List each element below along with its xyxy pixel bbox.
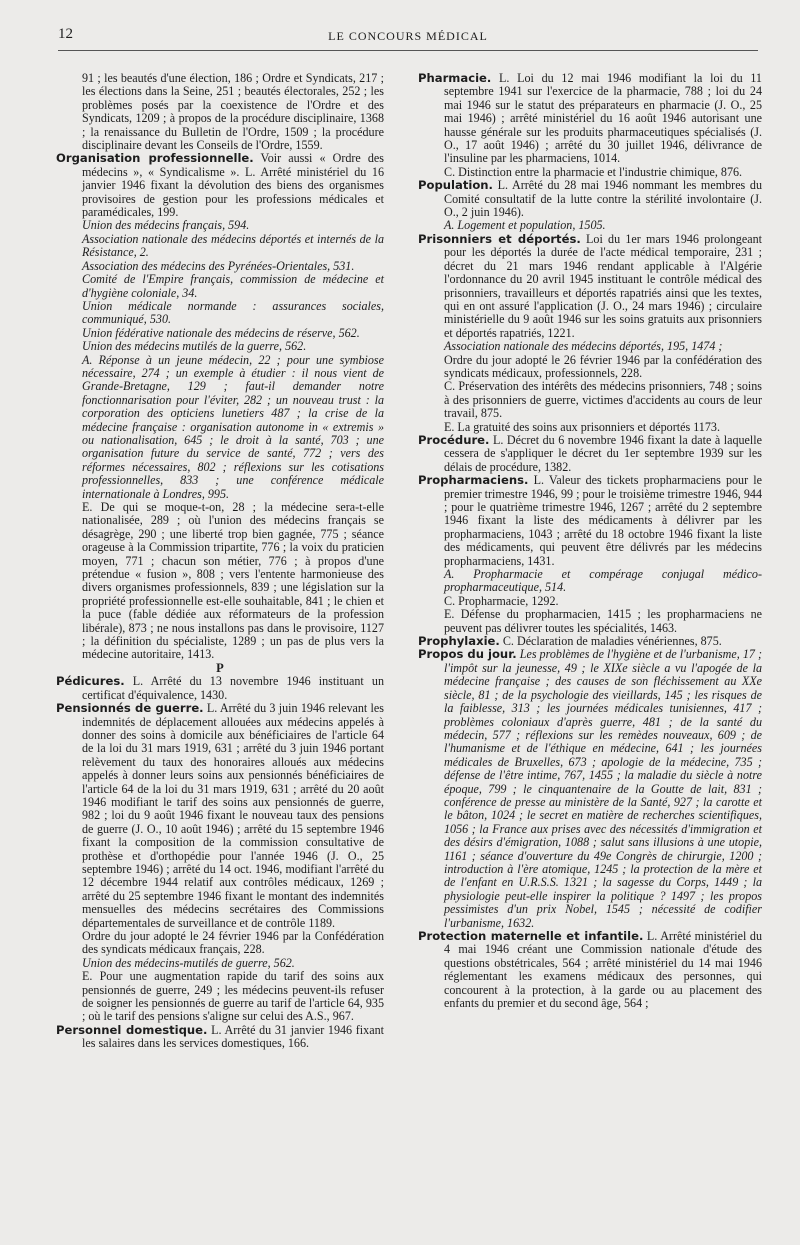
sub-item: Union des médecins-mutilés de guerre, 562. [82,955,295,970]
sub-item: Comité de l'Empire français, commission de médecine et d'hygiène coloniale, 34. [82,272,384,300]
sub-item: Association nationale des médecins déportés, 195, 1474 ; [444,339,723,354]
entry-personnel-domestique [56,1024,384,1051]
entry-pharmacie [418,72,762,166]
entry-text: L. Arrêté ministériel du 4 mai 1946 créant une Commission nationale d'étude des questions obstétricales, 564 ; arrêté ministériel du 14 mai 1946 réglementant les examens médicaux des personnes, qui concourent à la protection, à la garde ou au placement des enfants du premier et du second âge, 564 ; [444,929,762,1011]
sub-item: A. Logement et population, 1505. [444,218,606,233]
sub-item-echos: E. Pour une augmentation rapide du tarif des soins aux pensionnés de guerre, 249 ; les médecins peuvent-ils refuser de soigner les pensionnés de guerre au tarif de l'article 64, 935 ; où le tarif des pensions s'aligne sur celui des A.S., 967. [82,969,384,1024]
left-column [56,72,384,1051]
entry-population [418,179,762,219]
sub-item-echos: E. De qui se moque-t-on, 28 ; la médecine sera-t-elle nationalisée, 289 ; où l'union des médecins français se désagrège, 290 ; une liberté trop bien gagnée, 775 ; séance orageuse à la Commission tripartite, 776 ; la voix du praticien moyen, 771 ; chacun son métier, 776 ; à propos d'une prétendue « fusion », 808 ; vers l'entente harmonieuse des divers organismes professionnels, 839 ; une législation sur la propriété professionnelle est-elle souhaitable, 841 ; le chien et la puce (fable dédiée aux réformateurs de la profession libérale), 873 ; ne nous installons pas dans le provisoire, 1127 ; la définition du spécialiste, 1289 ; un pas de plus vers la médecine autoritaire, 1413. [82,500,384,662]
sub-item: Union des médecins français, 594. [82,218,250,233]
sub-item-articles: A. Réponse à un jeune médecin, 22 ; pour une symbiose nécessaire, 274 ; un exemple à étudier : il nous vient de Grande-Bretagne, 129 ; faut-il demander notre fonctionnarisation pour l'éviter, 282 ; un nouveau trust : la corporation des opticiens lunetiers 487 ; la crise de la médecine française : organisation autonome in « extremis » ou nationalisation, 645 ; le droit à la santé, 703 ; une organisation future du service de santé, 772 ; vers des réformes nécessaires, 802 ; réflexions sur les cotisations professionnelles, 833 ; une conférence médicale internationale à Londres, 995. [82,352,384,501]
entry-term: Prophylaxie. [418,634,500,649]
entry-text: L. Arrêté du 3 juin 1946 relevant les indemnités de déplacement allouées aux médecins appelés à donner des soins à domicile aux bénéficiaires de l'article 64 de la loi du 31 mars 1919, 631 ; arrêté du 3 juin 1946 portant relèvement du taux des honoraires alloués aux médecins appelés à donner leurs soins aux pensionnés bénéficiaires de l'article 64 de la loi du 31 mars 1919, 631 ; arrêté du 20 août 1946 modifiant le tarif des soins aux pensionnés de guerre, 982 ; loi du 9 août 1946 fixant le nouveau taux des pensions de guerre (J. O., 10 août 1946) ; arrêté du 15 septembre 1946 fixant la composition de la commission consultative de prothèse et d'orthopédie pour l'année 1946 (J. O., 25 septembre 1946) ; arrêté du 14 oct. 1946, modifiant l'arrêté du 12 décembre 1944 relatif aux contrôles médicaux, 1269 ; arrêté du 25 septembre 1946 fixant le montant des indemnités mensuelles des médecins secrétaires des Commissions départementales de surveillance et de contrôle 1189. [82,701,384,930]
sub-item: Ordre du jour adopté le 24 février 1946 par la Confédération des syndicats médicaux français, 228. [82,929,384,957]
entry-text: Loi du 1er mars 1946 prolongeant pour les déportés la durée de l'acte médical temporaire, 231 ; décret du 21 mars 1946 rendant applicable à l'Algérie l'ordonnance du 20 avril 1945 instituant le contrôle médical des prisonniers, travailleurs et déportés rapatriés ainsi que les textes, qui en ont assuré l'application (J. O., 24 mars 1946) ; circulaire ministérielle du 9 août 1946 sur les soins gratuits aux prisonniers et déportés rapatriés, 1221. [444,231,762,340]
entry-prophylaxie [418,635,762,648]
journal-title: LE CONCOURS MÉDICAL [328,29,488,43]
entry-text: L. Décret du 6 novembre 1946 fixant la date à laquelle cessera de s'appliquer le décret du 1er septembre 1939 sur les délais de procédure, 1382. [444,432,762,474]
sub-item: C. Préservation des intérêts des médecins prisonniers, 748 ; soins à des prisonniers de guerre, victimes d'accidents au cours de leur travail, 875. [444,379,762,421]
entry-pensionnes-de-guerre [56,702,384,930]
entry-term: Pédicures. [56,674,125,689]
entry-term: Protection maternelle et infantile. [418,929,644,943]
sub-item: C. Distinction entre la pharmacie et l'industrie chimique, 876. [444,164,743,179]
sub-item: Union fédérative nationale des médecins de réserve, 562. [82,325,360,340]
entry-text: L. Arrêté du 31 janvier 1946 fixant les salaires dans les services domestiques, 166. [82,1022,384,1051]
right-column [418,72,762,1010]
sub-item: Association des médecins des Pyrénées-Orientales, 531. [82,258,355,273]
sub-item: E. Défense du propharmacien, 1415 ; les propharmaciens ne peuvent pas délivrer toutes les spécialités, 1463. [444,607,762,635]
entry-term: Organisation professionnelle. [56,151,254,166]
page-number: 12 [58,26,73,42]
entry-text: Voir aussi « Ordre des médecins », « Syndicalisme ». L. Arrêté ministériel du 16 janvier 1946 fixant la dévolution des biens des organismes provisoires de gestion pour les professions médicales et paramédicales, 199. [82,151,384,220]
running-header [58,26,758,48]
entry-propos-du-jour [418,648,762,930]
entry-propharmaciens [418,474,762,568]
entry-protection-maternelle [418,930,762,1010]
entry-term: Population. [418,178,493,193]
section-letter: P [216,660,224,675]
entry-term: Pensionnés de guerre. [56,701,204,716]
header-rule [58,50,758,51]
sub-item: Association nationale des médecins déportés et internés de la Résistance, 2. [82,231,384,260]
entry-text: Les problèmes de l'hygiène et de l'urbanisme, 17 ; l'impôt sur la jeunesse, 49 ; le XIXe siècle a vu l'apogée de la médecine française ; des causes de son fléchissement au XXe siècle, 81 ; de la psychologie des vieillards, 145 ; les risques de la faiblesse, 313 ; les journées médicales tunisiennes, 417 ; problèmes coloniaux d'après guerre, 481 ; de la santé du médecin, 577 ; réflexions sur les remèdes nouveaux, 609 ; de l'humanisme et de l'éthique en médecine, 641 ; les journées médicales de Bruxelles, 673 ; apologie de la médecine, 735 ; défense de l'être intime, 767, 1455 ; la maladie du siècle à notre époque, 799 ; le cinquantenaire de la Goutte de lait, 831 ; conférence de presse au ministère de la Santé, 927 ; la carotte et le bâton, 1024 ; le secret en matière de recherches scientifiques, 1056 ; la France aux prises avec des nécessités d'immigration et des désirs d'émigration, 1088 ; salut sans illusions à une utopie, 1161 ; séance d'ouverture du 49e Congrès de chirurgie, 1200 ; introduction à l'ère atomique, 1245 ; la protection de la mère et de l'enfant en U.R.S.S. 1321 ; la sagesse du Corps, 1449 ; la physiologie peut-elle inspirer la politique ? 1497 ; les propos pessimistes d'un prix Nobel, 1545 ; nécessité de codifier l'urbanisme, 1632. [444,647,763,930]
entry-prisonniers-et-deportes [418,233,762,340]
entry-term: Propos du jour. [418,647,517,662]
entry-pedicures [56,675,384,702]
sub-item: C. Propharmacie, 1292. [444,593,559,608]
entry-text: L. Valeur des tickets propharmaciens pour le premier trimestre 1946, 99 ; pour le troisième trimestre 1946, 944 ; pour le quatrième trimestre 1946, 1267 ; arrêté du 2 septembre 1946 fixant la liste des médicaments à délivrer par les propharmaciens, 1043 ; arrêté du 18 octobre 1946 fixant la liste des médicaments, qui peuvent être délivrés par les médecins propharmaciens, 1431. [444,473,762,568]
entry-term: Pharmacie. [418,71,492,85]
sub-item: Union médicale normande : assurances sociales, communiqué, 530. [82,298,384,327]
entry-term: Personnel domestique. [56,1022,208,1037]
ordre-continuation: 91 ; les beautés d'une élection, 186 ; Ordre et Syndicats, 217 ; les élections dans la Seine, 251 ; beautés électorales, 252 ; les problèmes posés par la coexistence de l'Ordre et des Syndicats, 1209 ; à propos de la procédure disciplinaire, 1368 ; la renaissance du Bulletin de l'Ordre, 1509 ; la procédure disciplinaire devant les Conseils de l'Ordre, 1559. [82,71,384,153]
entry-term: Prisonniers et déportés. [418,231,581,246]
entry-text: L. Loi du 12 mai 1946 modifiant la loi du 11 septembre 1941 sur l'exercice de la pharmacie, 788 ; loi du 24 mai 1946 sur le statut des préparateurs en pharmacie (J. O., 25 mai 1946) ; arrêté ministériel du 16 août 1946 autorisant une hausse générale sur les produits pharmaceutiques spécialisés (J. O., 17 août 1946) ; arrêté du 30 juillet 1946, délivrance de l'insuline par les pharmaciens, 1014. [444,71,762,166]
entry-text: L. Arrêté du 28 mai 1946 nommant les membres du Comité consultatif de la lutte contre la stérilité involontaire (J. O., 2 juin 1946). [444,178,762,220]
sub-item: A. Propharmacie et compérage conjugal médico-propharmaceutique, 514. [444,567,762,595]
entry-text: C. Déclaration de maladies vénériennes, 875. [502,634,722,649]
entry-text: L. Arrêté du 13 novembre 1946 instituant un certificat d'équivalence, 1430. [82,674,384,702]
entry-organisation-professionnelle [56,152,384,219]
entry-term: Procédure. [418,432,490,447]
entry-procedure [418,434,762,474]
sub-item: E. La gratuité des soins aux prisonniers et déportés 1173. [444,419,720,434]
entry-term: Propharmaciens. [418,473,529,488]
sub-item: Ordre du jour adopté le 26 février 1946 par la confédération des syndicats médicaux, professionnels, 228. [444,352,762,380]
sub-item: Union des médecins mutilés de la guerre, 562. [82,339,307,354]
